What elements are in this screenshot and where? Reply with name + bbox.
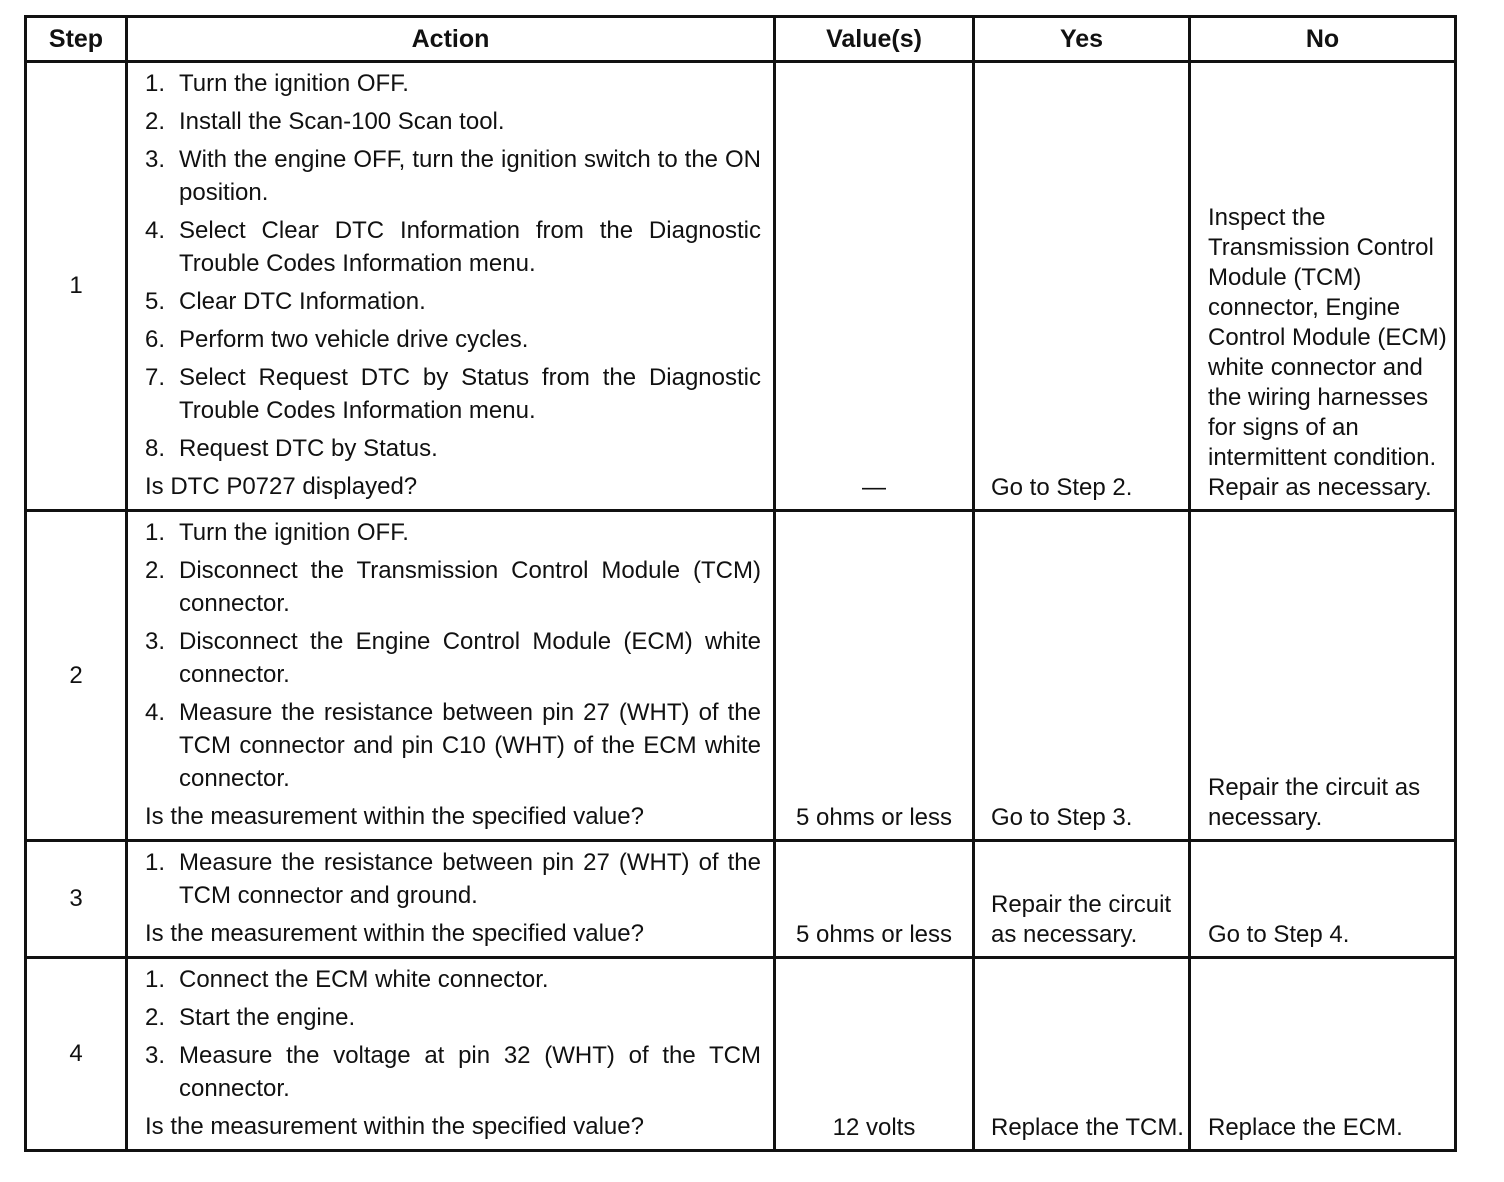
action-item-number: 1. [145,519,166,546]
action-item-number: 2. [145,108,166,135]
action-item [145,143,761,209]
table-row [26,62,1456,511]
action-item [145,696,761,795]
action-item-text: Install the Scan-100 Scan tool. [179,108,505,135]
header-no: No [1190,17,1456,62]
action-item-number: 8. [145,435,166,462]
action-item [145,67,761,100]
action-item [145,846,761,912]
action-item-number: 3. [145,1042,166,1069]
header-values: Value(s) [775,17,974,62]
action-item-text: Connect the ECM white connector. [179,966,549,993]
action-item-number: 7. [145,364,166,391]
action-item [145,1039,761,1105]
action-item-text: Clear DTC Information. [179,288,426,315]
no-cell: Repair the circuit as necessary. [1190,511,1456,841]
action-question: Is the measurement within the specified value? [145,1113,644,1140]
header-row [26,17,1456,62]
action-item [145,432,761,465]
table-row [26,511,1456,841]
action-item-number: 1. [145,849,166,876]
action-question: Is the measurement within the specified value? [145,920,644,947]
action-item-text: Select Request DTC by Status from the Diagnostic Trouble Codes Information menu. [179,364,761,424]
action-item-text: Select Clear DTC Information from the Diagnostic Trouble Codes Information menu. [179,217,761,277]
value-cell: 12 volts [775,958,974,1151]
action-question: Is the measurement within the specified value? [145,803,644,830]
action-item-number: 3. [145,628,166,655]
step-number: 3 [26,841,127,958]
value-cell: 5 ohms or less [775,511,974,841]
action-item [145,516,761,549]
action-item-number: 1. [145,70,166,97]
no-cell: Go to Step 4. [1190,841,1456,958]
action-item [145,361,761,427]
value-cell: 5 ohms or less [775,841,974,958]
header-step: Step [26,17,127,62]
action-item [145,214,761,280]
header-action: Action [127,17,775,62]
action-item-text: Disconnect the Transmission Control Module (TCM) connector. [179,557,761,617]
action-item-number: 3. [145,146,166,173]
action-item-number: 1. [145,966,166,993]
action-item-number: 6. [145,326,166,353]
action-item-text: Measure the resistance between pin 27 (WHT) of the TCM connector and ground. [179,849,761,909]
action-cell [127,511,775,841]
action-item-text: Measure the resistance between pin 27 (WHT) of the TCM connector and pin C10 (WHT) of the ECM white connector. [179,699,761,792]
table-row [26,958,1456,1151]
action-item [145,625,761,691]
step-number: 1 [26,62,127,511]
table-row [26,841,1456,958]
no-cell: Replace the ECM. [1190,958,1456,1151]
step-number: 4 [26,958,127,1151]
action-item-number: 2. [145,557,166,584]
yes-cell: Replace the TCM. [974,958,1190,1151]
action-item-text: Measure the voltage at pin 32 (WHT) of the TCM connector. [179,1042,761,1102]
action-item-text: Turn the ignition OFF. [179,70,409,97]
action-item [145,105,761,138]
action-item-number: 4. [145,217,166,244]
no-cell: Inspect the Transmission Control Module (TCM) connector, Engine Control Module (ECM) white connector and the wiring harnesses for signs of an intermittent condition. Repair as necessary. [1190,62,1456,511]
action-item [145,323,761,356]
action-item-text: Disconnect the Engine Control Module (ECM) white connector. [179,628,761,688]
yes-cell: Go to Step 2. [974,62,1190,511]
action-item-number: 5. [145,288,166,315]
action-item-text: Request DTC by Status. [179,435,438,462]
action-item-number: 4. [145,699,166,726]
diagnostic-table [24,15,1457,1152]
action-cell [127,958,775,1151]
action-item-text: With the engine OFF, turn the ignition switch to the ON position. [179,146,761,206]
action-item [145,285,761,318]
action-item-text: Turn the ignition OFF. [179,519,409,546]
action-cell [127,841,775,958]
action-cell [127,62,775,511]
action-item [145,963,761,996]
value-cell: — [775,62,974,511]
action-item-number: 2. [145,1004,166,1031]
action-item-text: Perform two vehicle drive cycles. [179,326,529,353]
action-question: Is DTC P0727 displayed? [145,473,418,500]
yes-cell: Repair the circuit as necessary. [974,841,1190,958]
action-item [145,554,761,620]
yes-cell: Go to Step 3. [974,511,1190,841]
action-item [145,1001,761,1034]
header-yes: Yes [974,17,1190,62]
action-item-text: Start the engine. [179,1004,356,1031]
step-number: 2 [26,511,127,841]
